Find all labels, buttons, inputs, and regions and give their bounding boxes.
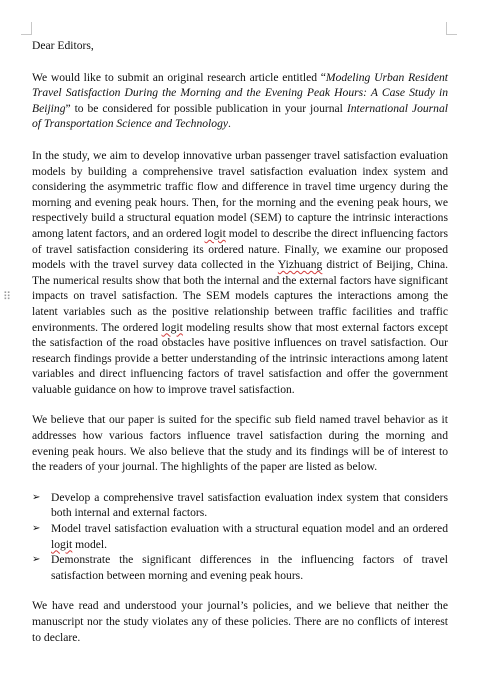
arrow-bullet-icon: ➢ [32, 554, 41, 566]
top-left-margin-mark [21, 22, 32, 35]
intro-text: We would like to submit an original research article entitled “ [32, 70, 326, 84]
study-text: In the study, we aim to develop innovative urban passenger travel satisfaction evaluation models by building a comprehensive travel satisfaction evaluation index system and considering the asymmetric traffic flow and difference in travel time urgency during the morning and evening peak hours. Then, for the morning and the evening peak hours, we respectively build a structural equation model (SEM) to capture the intrinsic interactions among latent factors, and an ordered [32, 148, 448, 240]
list-item [32, 490, 448, 521]
spellcheck-word[interactable]: logit [51, 537, 73, 551]
arrow-bullet-icon: ➢ [32, 523, 41, 535]
intro-text: ” to be considered for possible publication in your journal [65, 101, 347, 115]
highlights-list [32, 490, 448, 584]
letter-body[interactable] [32, 38, 448, 645]
belief-paragraph: We believe that our paper is suited for the specific sub field named travel behavior as it addresses how various factors influence travel satisfaction during the morning and evening peak hours. We also believe that the study and its findings will be of interest to the readers of your journal. The highlights of the paper are listed as below. [32, 413, 448, 474]
study-text: model to describe the direct influencing factors of travel satisfaction considering its ordered nature. Finally, we examine our proposed models with the travel survey data collected in the [32, 226, 448, 272]
highlight-text: Demonstrate the significant differences in the influencing factors of travel satisfaction between morning and evening peak hours. [51, 553, 448, 582]
list-item [32, 521, 448, 552]
study-text: district of Beijing, China. The numerical results show that both the internal and the external factors have significant impacts on travel satisfaction. The SEM models captures the interactions among the latent variables such as the positive relationship between traffic facilities and traffic environments. The ordered [32, 258, 448, 334]
study-text: modeling results show that most external factors except the satisfaction of the road obstacles have positive influences on travel satisfaction. Our research findings provide a better understanding of the intrinsic interactions among latent variables and direct influencing factors of travel satisfaction and offer the government valuable guidance on how to improve travel satisfaction. [32, 320, 448, 396]
closing-paragraph: We have read and understood your journal’s policies, and we believe that neither the manuscript nor the study violates any of these policies. There are no conflicts of interest to declare. [32, 599, 448, 644]
list-item [32, 552, 448, 583]
journal-name: International Journal of Transportation Science and Technology [32, 101, 448, 131]
drag-handle-icon[interactable]: ⠿ [3, 290, 11, 303]
highlight-text: Develop a comprehensive travel satisfaction evaluation index system that considers both internal and external factors. [51, 490, 448, 520]
highlight-text: Model travel satisfaction evaluation with a structural equation model and an ordered [51, 522, 448, 536]
highlight-text: model. [72, 537, 108, 551]
greeting: Dear Editors, [32, 39, 94, 52]
article-title: Modeling Urban Resident Travel Satisfaction During the Morning and the Evening Peak Hours: A Case Study in Beijing [32, 70, 448, 115]
arrow-bullet-icon: ➢ [32, 491, 41, 503]
intro-text: . [228, 117, 231, 131]
study-paragraph [32, 148, 448, 398]
intro-paragraph [32, 70, 448, 132]
spellcheck-word[interactable]: Yizhuang [277, 258, 323, 272]
top-right-margin-mark [446, 22, 457, 35]
spellcheck-word[interactable]: logit [161, 320, 183, 334]
spellcheck-word[interactable]: logit [204, 226, 226, 240]
